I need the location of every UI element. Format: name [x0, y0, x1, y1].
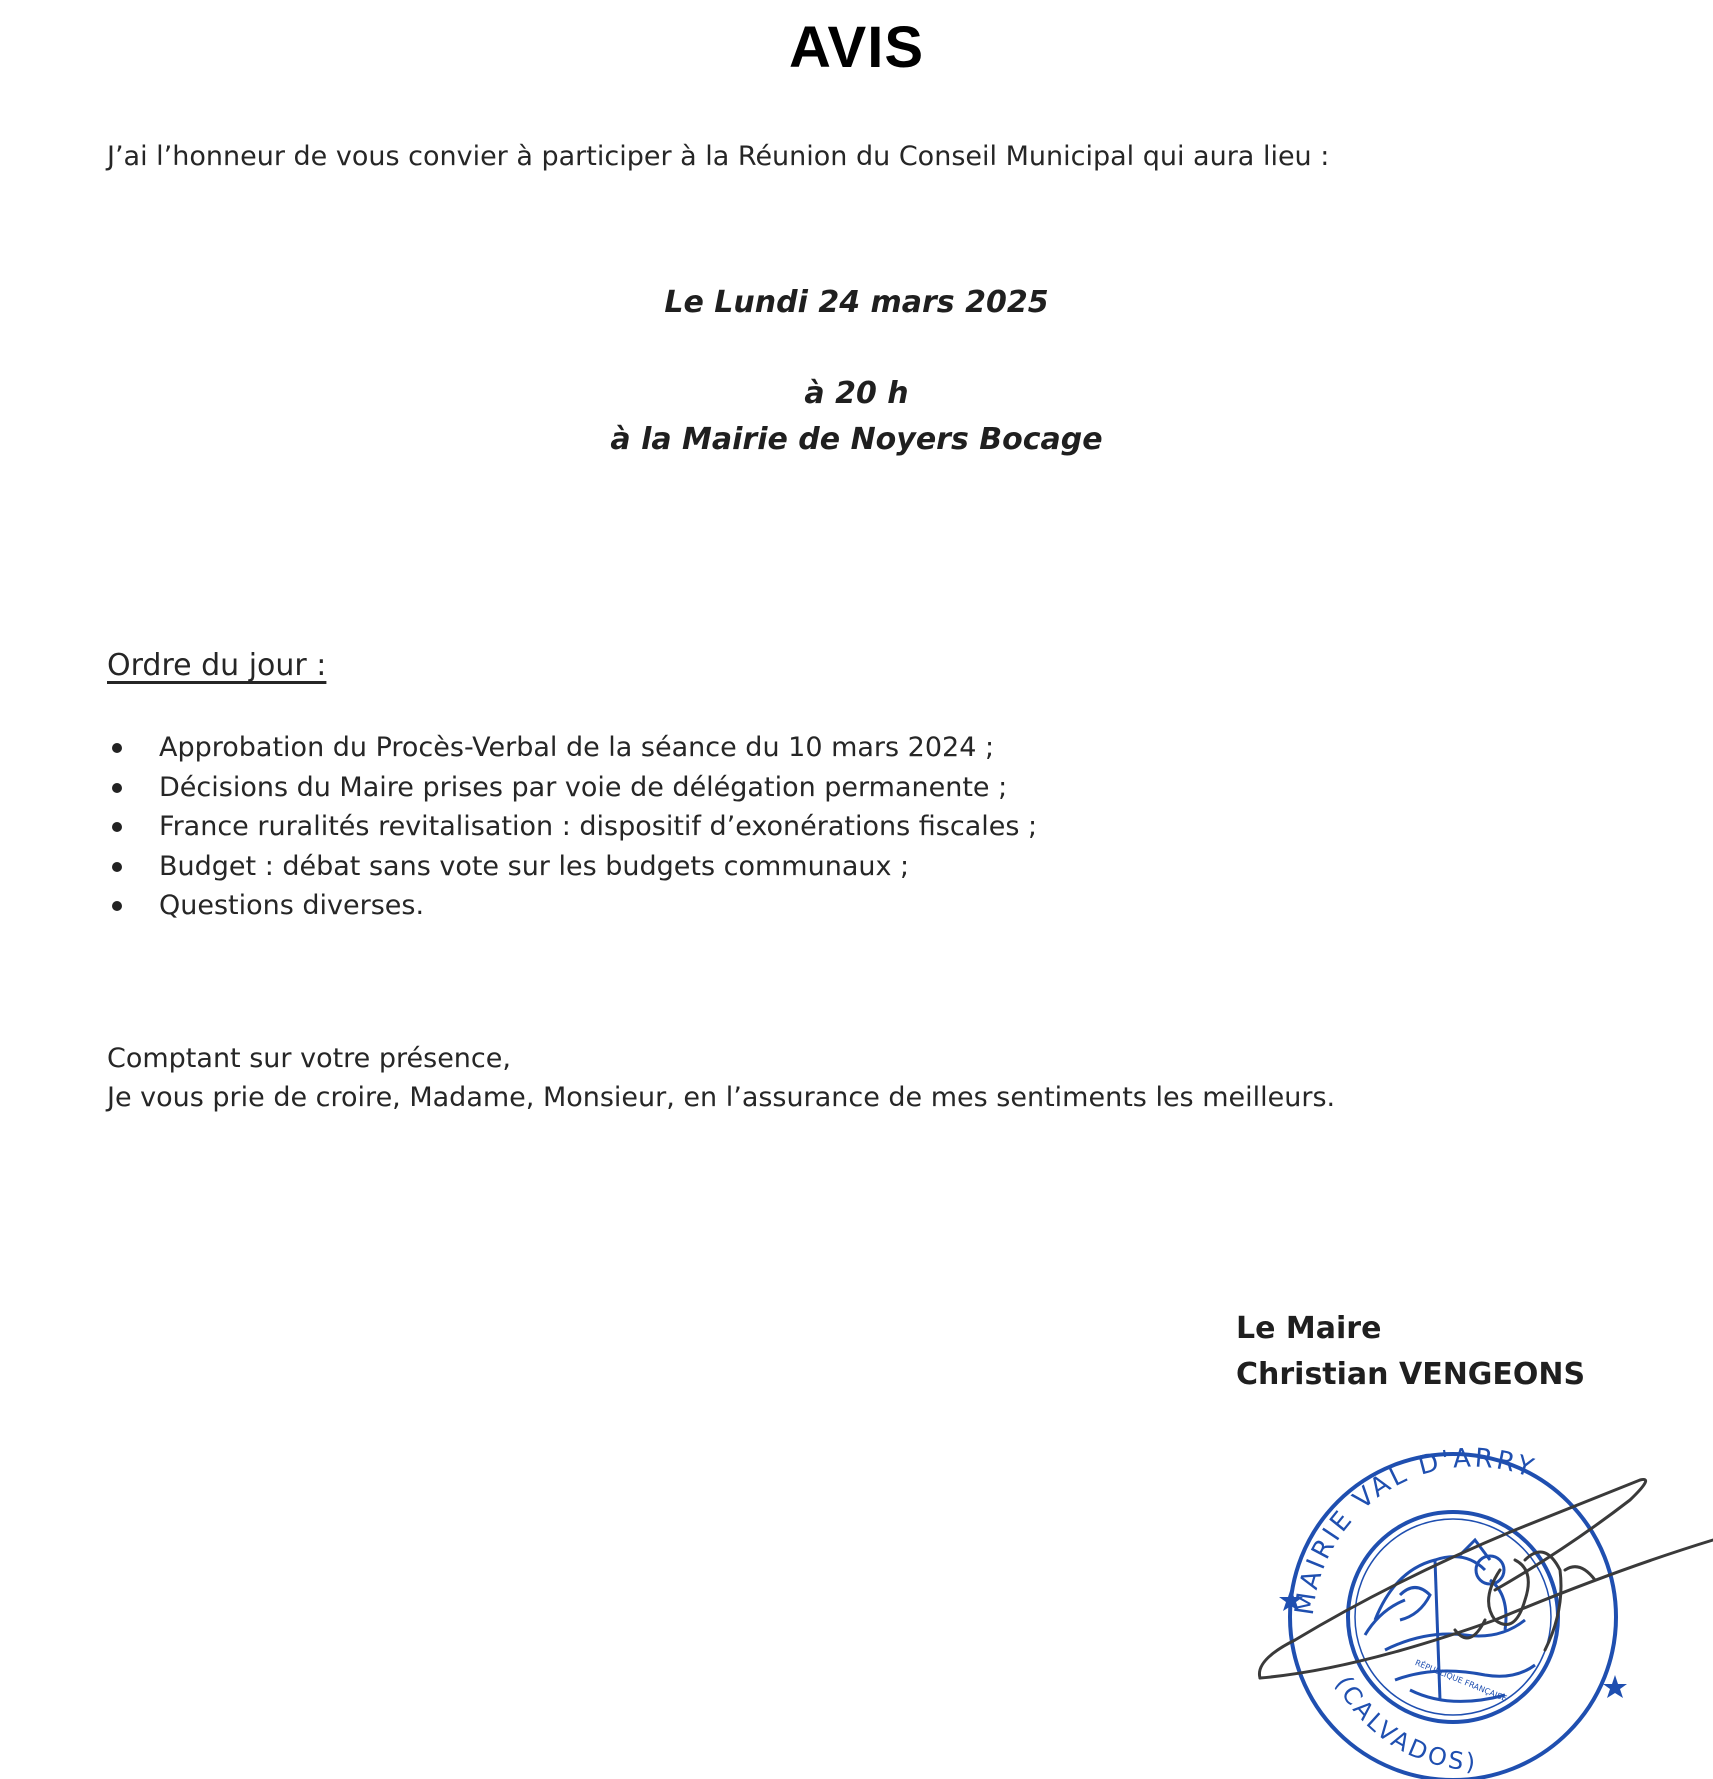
document-title: AVIS	[788, 15, 925, 80]
bullet-icon	[112, 822, 122, 832]
stamp-seal	[1279, 1454, 1627, 1779]
agenda-item-text: Approbation du Procès-Verbal de la séance du 10 mars 2024 ;	[159, 732, 995, 763]
list-item	[107, 728, 1037, 768]
star-icon	[1603, 1675, 1627, 1698]
stamp-bottom-text: (CALVADOS)	[1329, 1671, 1479, 1777]
signatory-name: Christian VENGEONS	[1236, 1357, 1586, 1392]
official-stamp	[1235, 1420, 1713, 1779]
meeting-time: à 20 h	[804, 376, 909, 411]
agenda-item-text: Budget : débat sans vote sur les budgets communaux ;	[159, 850, 910, 882]
meeting-date: Le Lundi 24 mars 2025	[664, 285, 1049, 320]
signature-block	[1236, 1306, 1585, 1398]
stamp-top-text: MAIRIE VAL D'ARRY	[1289, 1443, 1540, 1618]
intro-paragraph: J’ai l’honneur de vous convier à participer à la Réunion du Conseil Municipal qui aura lieu :	[107, 141, 1330, 172]
list-item	[107, 847, 1037, 887]
list-item	[107, 807, 1037, 847]
list-item	[107, 768, 1037, 808]
stamp-inner-ring-thin	[1355, 1519, 1551, 1715]
agenda-item-text: France ruralités revitalisation : dispositif d’exonérations fiscales ;	[159, 811, 1038, 842]
closing-line: Je vous prie de croire, Madame, Monsieur, en l’assurance de mes sentiments les meilleurs.	[107, 1082, 1336, 1113]
handwritten-signature	[1259, 1479, 1713, 1678]
list-item	[107, 886, 1037, 926]
meeting-place: à la Mairie de Noyers Bocage	[610, 422, 1103, 457]
agenda-item-text: Décisions du Maire prises par voie de délégation permanente ;	[159, 771, 1008, 803]
signatory-role: Le Maire	[1236, 1311, 1382, 1346]
stamp-center-text: RÉPUBLIQUE FRANÇAISE	[1413, 1658, 1509, 1704]
agenda-heading: Ordre du jour :	[107, 648, 327, 683]
bullet-icon	[112, 901, 122, 911]
bullet-icon	[112, 743, 122, 753]
bullet-icon	[112, 862, 122, 872]
stamp-outer-ring	[1290, 1454, 1616, 1779]
closing-paragraph	[107, 1040, 1335, 1118]
bullet-icon	[112, 783, 122, 793]
agenda-list	[107, 728, 1037, 926]
agenda-item-text: Questions diverses.	[159, 890, 425, 921]
closing-line: Comptant sur votre présence,	[107, 1043, 511, 1074]
